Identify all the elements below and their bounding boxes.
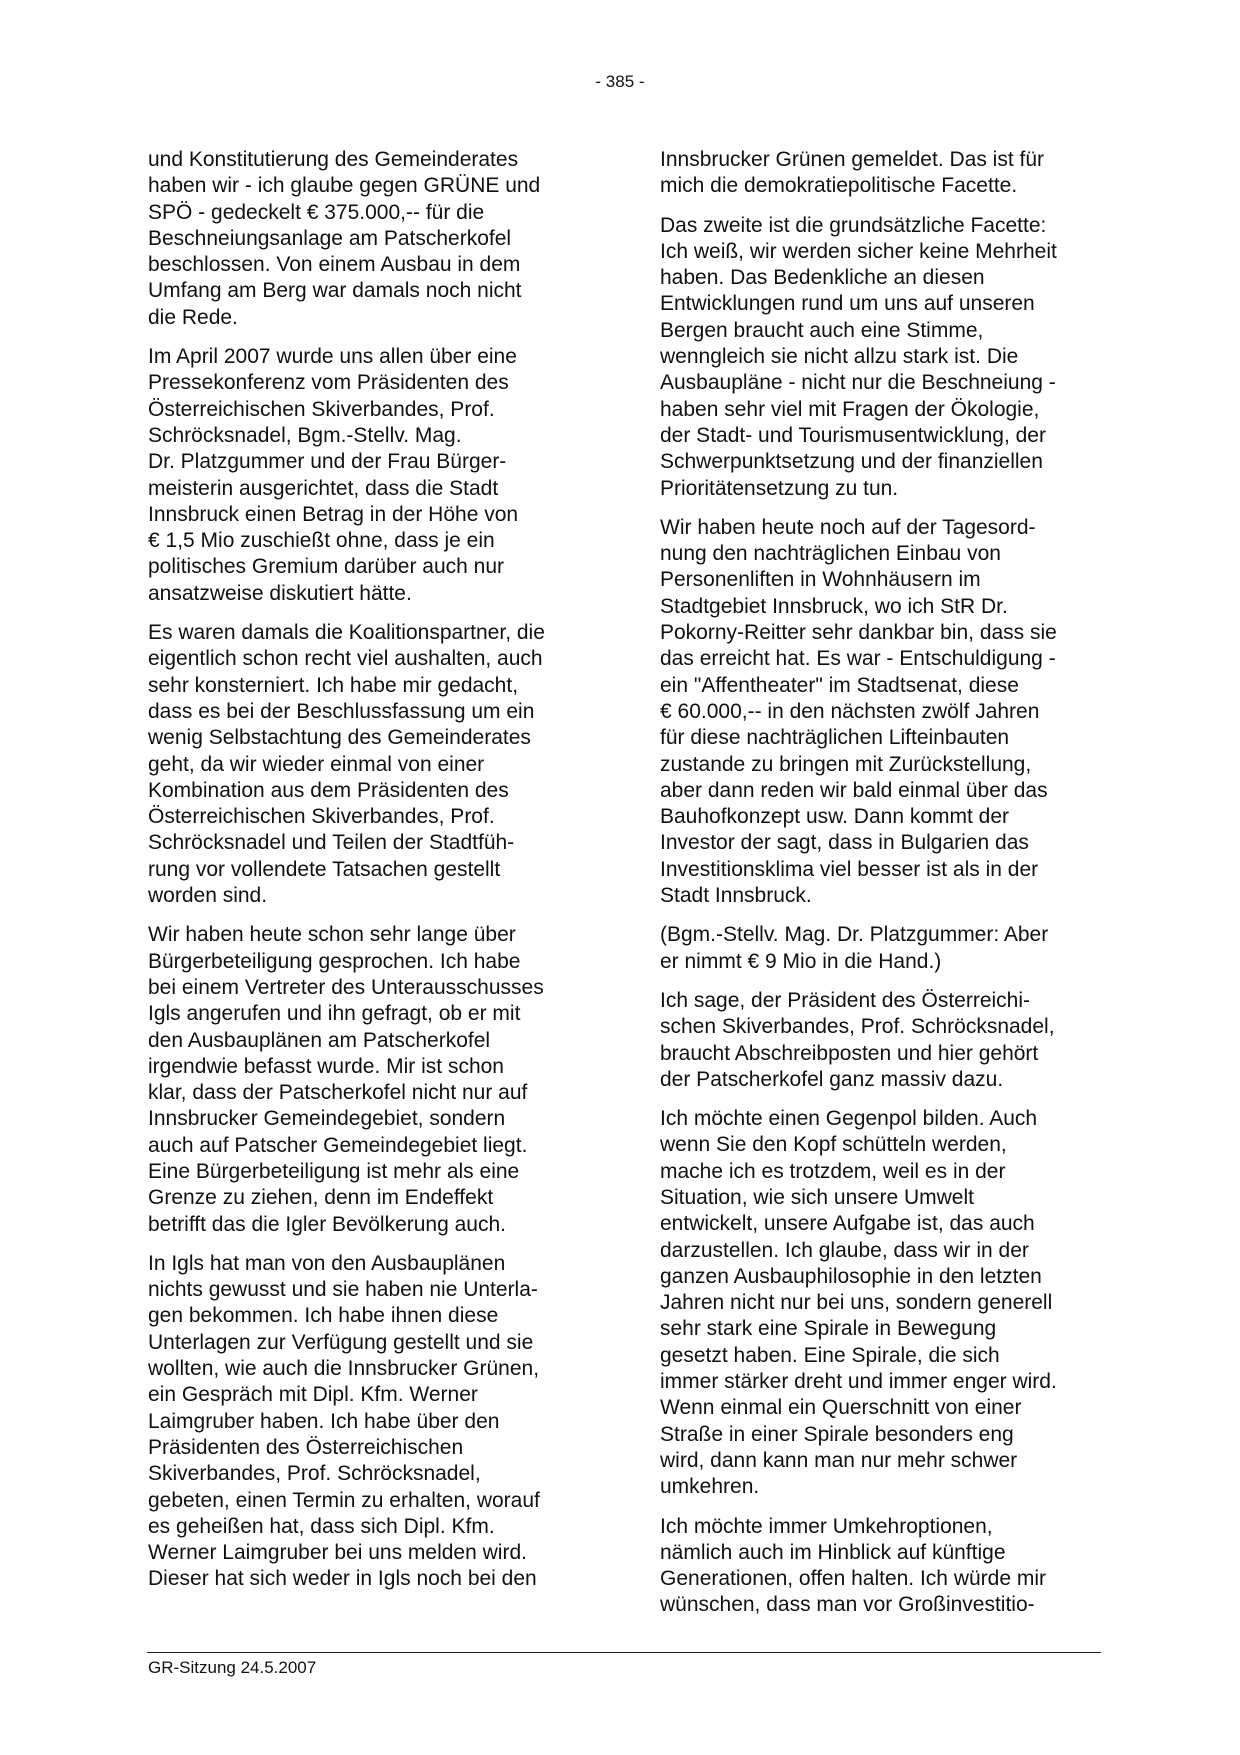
paragraph: Ich sage, der Präsident des Österreichi- schen Skiverbandes, Prof. Schröcksnadel, braucht Abschreibposten und hier gehört der Patscherkofel ganz massiv dazu. xyxy=(660,988,1055,1091)
paragraph: Wir haben heute noch auf der Tagesord- nung den nachträglichen Einbau von Personenliften in Wohnhäusern im Stadtgebiet Innsbruck, wo ich StR Dr. Pokorny-Reitter sehr dankbar bin, dass sie das erreicht hat. Es war - Entschuldigung - ein "Affentheater" im Stadtsenat, diese € 60.000,-- in den nächsten zwölf Jahren für diese nachträglichen Lifteinbauten zustande zu bringen mit Zurückstellung, aber dann reden wir bald einmal über das Bauhofkonzept usw. Dann kommt der Investor der sagt, dass in Bulgarien das Investitionsklima viel besser ist als in der Stadt Innsbruck. xyxy=(660,515,1057,908)
paragraph: Innsbrucker Grünen gemeldet. Das ist für mich die demokratiepolitische Facette. xyxy=(660,148,1045,198)
paragraph: Ich möchte immer Umkehroptionen, nämlich auch im Hinblick auf künftige Generationen, offen halten. Ich würde mir wünschen, dass man vor Großinvestitio- xyxy=(660,1514,1047,1617)
footer-divider xyxy=(147,1652,1101,1653)
page-number: - 385 - xyxy=(595,72,645,91)
right-column xyxy=(660,147,1100,1632)
paragraph: In Igls hat man von den Ausbauplänen nichts gewusst und sie haben nie Unterla- gen bekommen. Ich habe ihnen diese Unterlagen zur Verfügung gestellt und sie wollten, wie auch die Innsbrucker Grünen, ein Gespräch mit Dipl. Kfm. Werner Laimgruber haben. Ich habe über den Präsidenten des Österreichischen Skiverbandes, Prof. Schröcksnadel, gebeten, einen Termin zu erhalten, worauf es geheißen hat, dass sich Dipl. Kfm. Werner Laimgruber bei uns melden wird. Dieser hat sich weder in Igls noch bei den xyxy=(148,1251,540,1591)
paragraph: Ich möchte einen Gegenpol bilden. Auch wenn Sie den Kopf schütteln werden, mache ich es trotzdem, weil es in der Situation, wie sich unsere Umwelt entwickelt, unsere Aufgabe ist, das auch darzustellen. Ich glaube, dass wir in der ganzen Ausbauphilosophie in den letzten Jahren nicht nur bei uns, sondern generell sehr stark eine Spirale in Bewegung gesetzt haben. Eine Spirale, die sich immer stärker dreht und immer enger wird. Wenn einmal ein Querschnitt von einer Straße in einer Spirale besonders eng wird, dann kann man nur mehr schwer umkehren. xyxy=(660,1107,1057,1499)
left-column xyxy=(148,147,586,1606)
paragraph: Es waren damals die Koalitionspartner, die eigentlich schon recht viel aushalten, auch sehr konsterniert. Ich habe mir gedacht, dass es bei der Beschlussfassung um ein wenig Selbstachtung des Gemeinderates geht, da wir wieder einmal von einer Kombination aus dem Präsidenten des Österreichischen Skiverbandes, Prof. Schröcksnadel und Teilen der Stadtfüh- rung vor vollendete Tatsachen gestellt worden sind. xyxy=(148,621,545,908)
paragraph: und Konstitutierung des Gemeinderates haben wir - ich glaube gegen GRÜNE und SPÖ - gedeckelt € 375.000,-- für die Beschneiungsanlage am Patscherkofel beschlossen. Von einem Ausbau in dem Umfang am Berg war damals noch nicht die Rede. xyxy=(148,148,541,329)
footer-text: GR-Sitzung 24.5.2007 xyxy=(148,1658,317,1677)
paragraph: Das zweite ist die grundsätzliche Facette: Ich weiß, wir werden sicher keine Mehrheit haben. Das Bedenkliche an diesen Entwicklungen rund um uns auf unseren Bergen braucht auch eine Stimme, wenngleich sie nicht allzu stark ist. Die Ausbaupläne - nicht nur die Beschneiung - haben sehr viel mit Fragen der Ökologie, der Stadt- und Tourismusentwicklung, der Schwerpunktsetzung und der finanziellen Prioritätensetzung zu tun. xyxy=(660,213,1057,500)
paragraph: (Bgm.-Stellv. Mag. Dr. Platzgummer: Aber er nimmt € 9 Mio in die Hand.) xyxy=(660,923,1049,973)
paragraph: Im April 2007 wurde uns allen über eine Pressekonferenz vom Präsidenten des Österreichischen Skiverbandes, Prof. Schröcksnadel, Bgm.-Stellv. Mag. Dr. Platzgummer und der Frau Bürger- meisterin ausgerichtet, dass die Stadt Innsbruck einen Betrag in der Höhe von € 1,5 Mio zuschießt ohne, dass je ein politisches Gremium darüber auch nur ansatzweise diskutiert hätte. xyxy=(148,345,519,605)
paragraph: Wir haben heute schon sehr lange über Bürgerbeteiligung gesprochen. Ich habe bei einem Vertreter des Unterausschusses Igls angerufen und ihn gefragt, ob er mit den Ausbauplänen am Patscherkofel irgendwie befasst wurde. Mir ist schon klar, dass der Patscherkofel nicht nur auf Innsbrucker Gemeindegebiet, sondern auch auf Patscher Gemeindegebiet liegt. Eine Bürgerbeteiligung ist mehr als eine Grenze zu ziehen, denn im Endeffekt betrifft das die Igler Bevölkerung auch. xyxy=(148,923,544,1236)
